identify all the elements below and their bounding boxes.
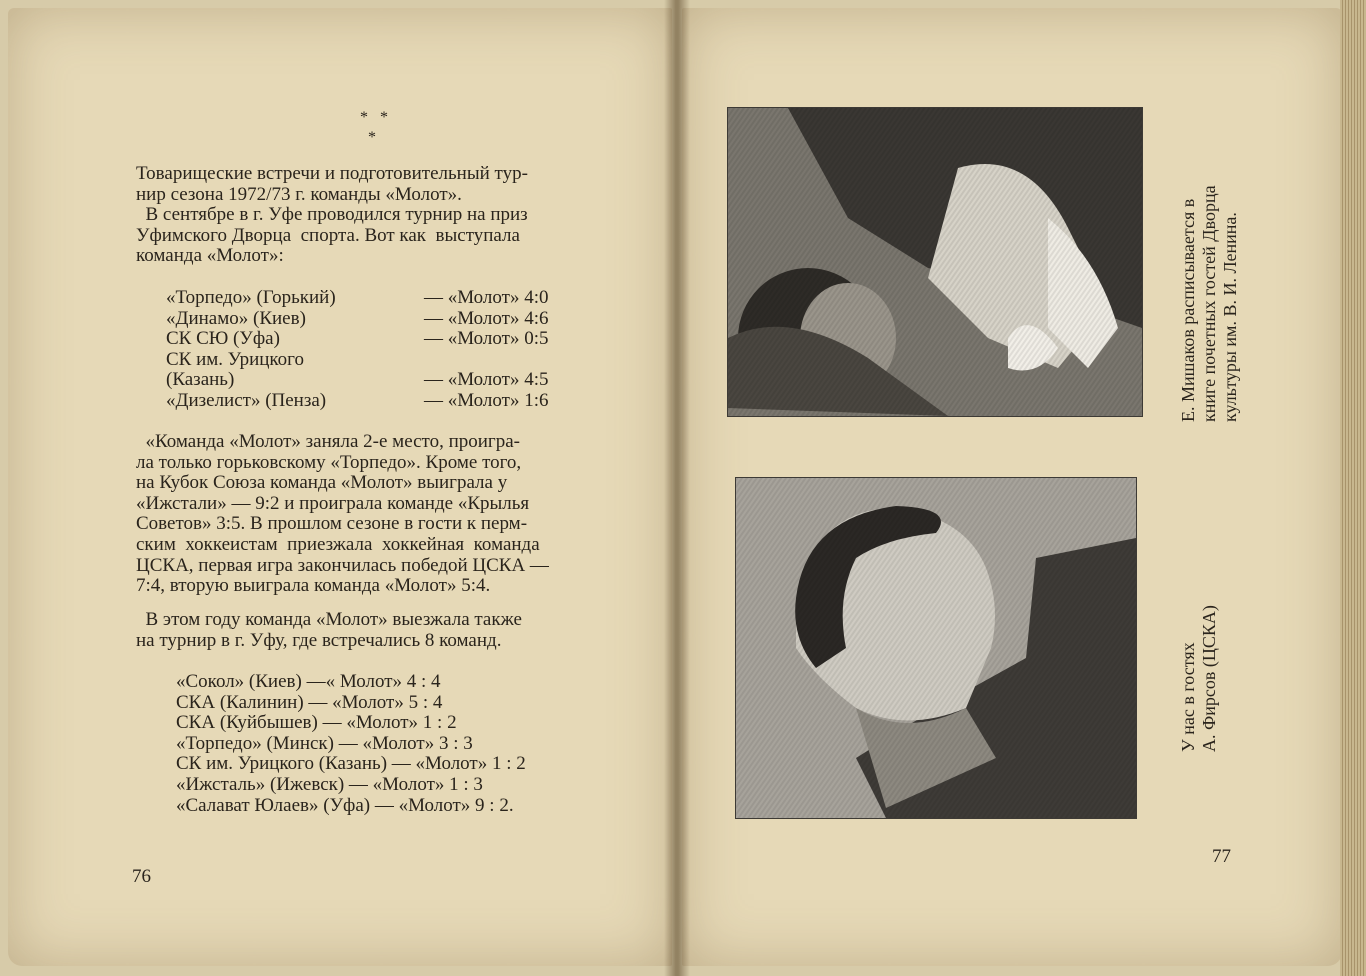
result-team: СК им. Урицкого — [166, 348, 304, 370]
section-separator-stars: * * * — [360, 109, 388, 146]
list-item: СКА (Калинин) — «Молот» 5 : 4 — [176, 691, 443, 713]
page-edges — [1340, 0, 1366, 976]
result-row — [166, 391, 606, 412]
caption-firsov-text: У нас в гостях А. Фирсов (ЦСКА) — [1178, 605, 1219, 752]
result-team: (Казань) — [166, 369, 235, 391]
photo-firsov-portrait — [736, 478, 1136, 818]
list-item: «Салават Юлаев» (Уфа) — «Молот» 9 : 2. — [176, 794, 514, 816]
photo-mishakov-image — [728, 108, 1142, 416]
result-score: — «Молот» 1:6 — [424, 389, 549, 411]
result-row — [166, 370, 606, 391]
season-paragraph: «Команда «Молот» заняла 2-е место, проигра- ла только горьковскому «Торпедо». Кроме того, на Кубок Союза команда «Молот» выиграла у «Ижстали» — 9:2 и проиграла команде «Крылья Советов» 3:5. В прошлом сезоне в гости к перм- ским хоккеистам приезжала хоккейная команда ЦСКА, первая игра закончилась победой ЦСКА — 7:4, вторую выиграла команда «Молот» 5:4. — [136, 431, 549, 597]
result-score: — «Молот» 4:6 — [424, 307, 549, 329]
result-team: «Дизелист» (Пенза) — [166, 389, 327, 411]
result-row — [166, 329, 606, 350]
page-number-left: 76 — [132, 866, 151, 887]
result-team: «Торпедо» (Горький) — [166, 287, 336, 308]
list-item: СК им. Урицкого (Казань) — «Молот» 1 : 2 — [176, 753, 526, 775]
list-item: СКА (Куйбышев) — «Молот» 1 : 2 — [176, 712, 457, 734]
photo-firsov-image — [736, 478, 1136, 818]
caption-firsov — [1178, 605, 1220, 752]
ufa-tournament-paragraph: В этом году команда «Молот» выезжала также на турнир в г. Уфу, где встречались 8 команд. — [136, 609, 522, 651]
caption-mishakov — [1178, 185, 1241, 422]
result-score: — «Молот» 4:5 — [424, 369, 549, 391]
list-item: «Сокол» (Киев) —« Молот» 4 : 4 — [176, 671, 441, 692]
ufa-results-list — [176, 672, 526, 816]
result-team: «Динамо» (Киев) — [166, 307, 306, 329]
book-gutter — [664, 0, 690, 976]
result-row — [166, 288, 606, 309]
result-score: — «Молот» 0:5 — [424, 328, 549, 350]
caption-mishakov-text: Е. Мишаков расписывается в книге почетных гостей Дворца культуры им. В. И. Ленина. — [1178, 185, 1240, 422]
result-team: СК СЮ (Уфа) — [166, 328, 280, 350]
list-item: «Ижсталь» (Ижевск) — «Молот» 1 : 3 — [176, 773, 483, 795]
photo-mishakov-signing — [728, 108, 1142, 416]
result-row — [166, 309, 606, 330]
tournament-results-table — [166, 288, 606, 412]
intro-paragraph: Товарищеские встречи и подготовительный тур- нир сезона 1972/73 г. команды «Молот». В сентябре в г. Уфе проводился турнир на приз Уфимского Дворца спорта. Вот как выступала команда «Молот»: — [136, 163, 528, 267]
result-row — [166, 350, 606, 371]
page-number-right: 77 — [1212, 846, 1231, 867]
result-score: — «Молот» 4:0 — [424, 287, 549, 308]
list-item: «Торпедо» (Минск) — «Молот» 3 : 3 — [176, 732, 473, 754]
